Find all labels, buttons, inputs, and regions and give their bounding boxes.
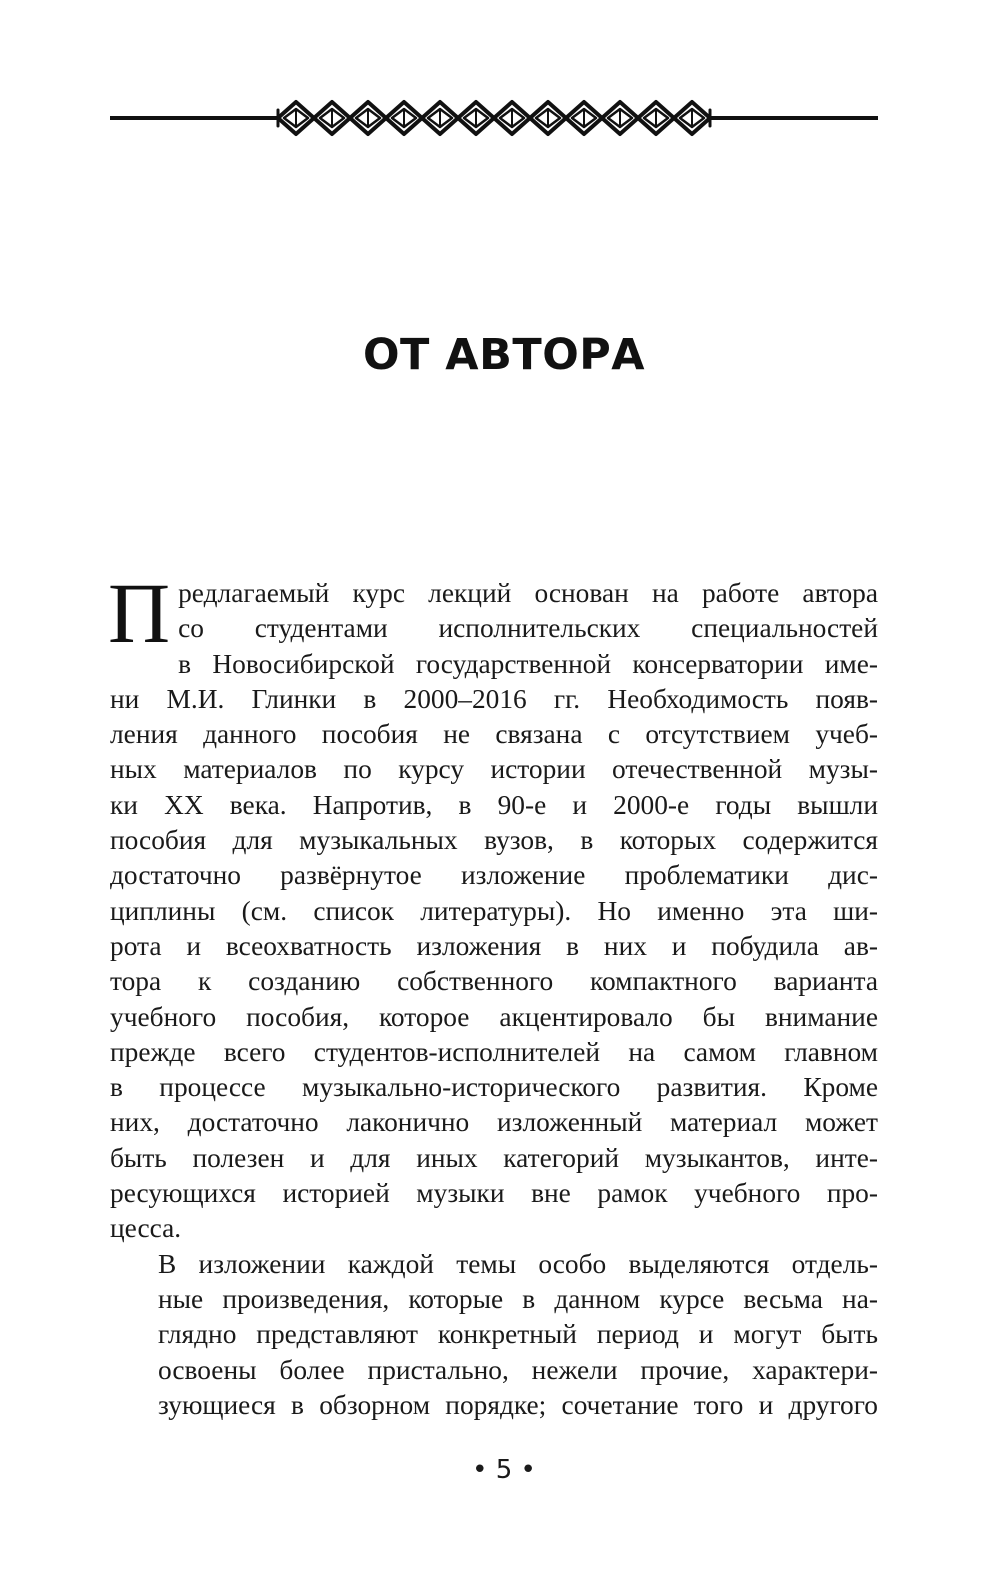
text-line: освоены более пристально, нежели прочие, характери- xyxy=(158,1354,878,1385)
text-line: ресующихся историей музыки вне рамок учебного про- xyxy=(110,1178,878,1209)
text-line: ных материалов по курсу истории отечественной музы- xyxy=(110,754,878,785)
text-line: ные произведения, которые в данном курсе весьма на- xyxy=(158,1283,878,1314)
paragraph-1 xyxy=(108,565,878,1247)
text-line: них, достаточно лаконично изложенный материал может xyxy=(110,1107,878,1138)
text-line: прежде всего студентов-исполнителей на самом главном xyxy=(110,1036,878,1067)
page-number: • 5 • xyxy=(472,1455,536,1485)
text-line: ни М.И. Глинки в 2000–2016 гг. Необходимость появ- xyxy=(110,683,878,714)
text-line: достаточно развёрнутое изложение проблематики дис- xyxy=(110,860,878,891)
text-line: рота и всеохватность изложения в них и побудила ав- xyxy=(110,930,878,961)
text-line: быть полезен и для иных категорий музыкантов, инте- xyxy=(110,1142,878,1173)
text-line: ления данного пособия не связана с отсутствием учеб- xyxy=(110,719,878,750)
chapter-title: ОТ АВТОРА xyxy=(362,330,646,380)
text-line: В изложении каждой темы особо выделяются отдель- xyxy=(158,1248,878,1279)
text-line: цесса. xyxy=(110,1213,182,1244)
header-ornament xyxy=(110,96,878,140)
text-line: глядно представляют конкретный период и могут быть xyxy=(158,1319,878,1350)
drop-cap: П xyxy=(108,565,171,661)
paragraph-2 xyxy=(110,1247,878,1423)
text-line: пособия для музыкальных вузов, в которых содержится xyxy=(110,825,878,856)
text-line: тора к созданию собственного компактного варианта xyxy=(110,966,878,997)
main-text xyxy=(108,565,878,1423)
text-line: в Новосибирской государственной консерватории име- xyxy=(178,648,878,679)
text-line: зующиеся в обзорном порядке; сочетание того и другого xyxy=(158,1389,878,1420)
text-line: в процессе музыкально-исторического развития. Кроме xyxy=(110,1072,878,1103)
text-line: учебного пособия, которое акцентировало бы внимание xyxy=(110,1001,878,1032)
text-line: циплины (см. список литературы). Но именно эта ши- xyxy=(110,895,878,926)
text-line: редлагаемый курс лекций основан на работе автора xyxy=(178,578,878,608)
text-line: со студентами исполнительских специальностей xyxy=(178,613,878,644)
text-line: ки XX века. Напротив, в 90-е и 2000-е годы вышли xyxy=(110,789,878,820)
